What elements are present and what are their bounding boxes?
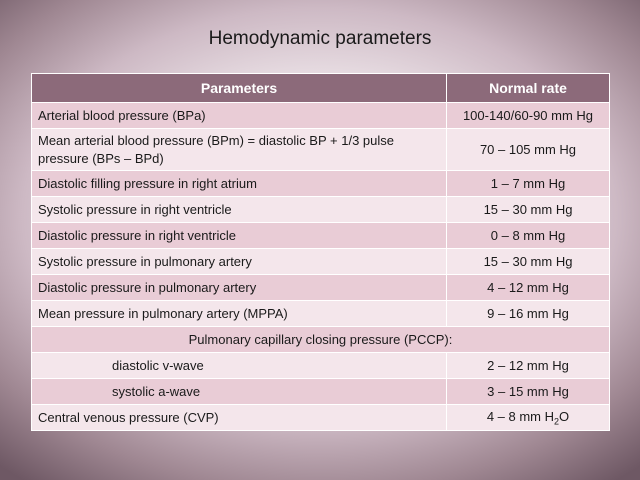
parameter-cell: Diastolic filling pressure in right atrium [32,171,447,197]
table-row [32,353,610,379]
table-row [32,223,610,249]
normal-rate-cell: 9 – 16 mm Hg [447,301,610,327]
normal-rate-cell: 15 – 30 mm Hg [447,249,610,275]
table-row [32,405,610,431]
normal-rate-cell: 1 – 7 mm Hg [447,171,610,197]
table-row [32,129,610,171]
table-row [32,103,610,129]
normal-rate-cell: 70 – 105 mm Hg [447,129,610,171]
value-main-text: 4 – 8 mm H [486,408,555,424]
parameter-cell: diastolic v-wave [32,353,447,379]
value-tail-text: O [559,408,570,424]
normal-rate-cell [447,405,610,431]
parameter-cell: Diastolic pressure in right ventricle [32,223,447,249]
parameter-cell: Systolic pressure in right ventricle [32,197,447,223]
parameter-cell: Arterial blood pressure (BPa) [32,103,447,129]
header-parameters: Parameters [32,74,447,103]
parameter-cell: Systolic pressure in pulmonary artery [32,249,447,275]
table-row [32,275,610,301]
normal-rate-cell: 2 – 12 mm Hg [447,353,610,379]
normal-rate-cell: 100-140/60-90 mm Hg [447,103,610,129]
value-subscript: 2 [554,416,560,427]
slide-title: Hemodynamic parameters [208,28,432,49]
parameter-cell: systolic a-wave [32,379,447,405]
parameter-cell: Central venous pressure (CVP) [32,405,447,431]
normal-rate-cell: 15 – 30 mm Hg [447,197,610,223]
table-row [32,301,610,327]
table-row [32,379,610,405]
normal-rate-cell: 0 – 8 mm Hg [447,223,610,249]
hemodynamic-parameters-table [31,73,610,431]
section-heading-cell: Pulmonary capillary closing pressure (PCCP): [32,327,610,353]
parameter-cell: Mean arterial blood pressure (BPm) = diastolic BP + 1/3 pulse pressure (BPs – BPd) [32,129,447,171]
parameter-cell: Diastolic pressure in pulmonary artery [32,275,447,301]
normal-rate-cell: 3 – 15 mm Hg [447,379,610,405]
header-normal-rate: Normal rate [447,74,610,103]
section-row [32,327,610,353]
normal-rate-cell: 4 – 12 mm Hg [447,275,610,301]
table-row [32,197,610,223]
table-row [32,171,610,197]
table-header-row [32,74,610,103]
parameter-cell: Mean pressure in pulmonary artery (MPPA) [32,301,447,327]
table-row [32,249,610,275]
